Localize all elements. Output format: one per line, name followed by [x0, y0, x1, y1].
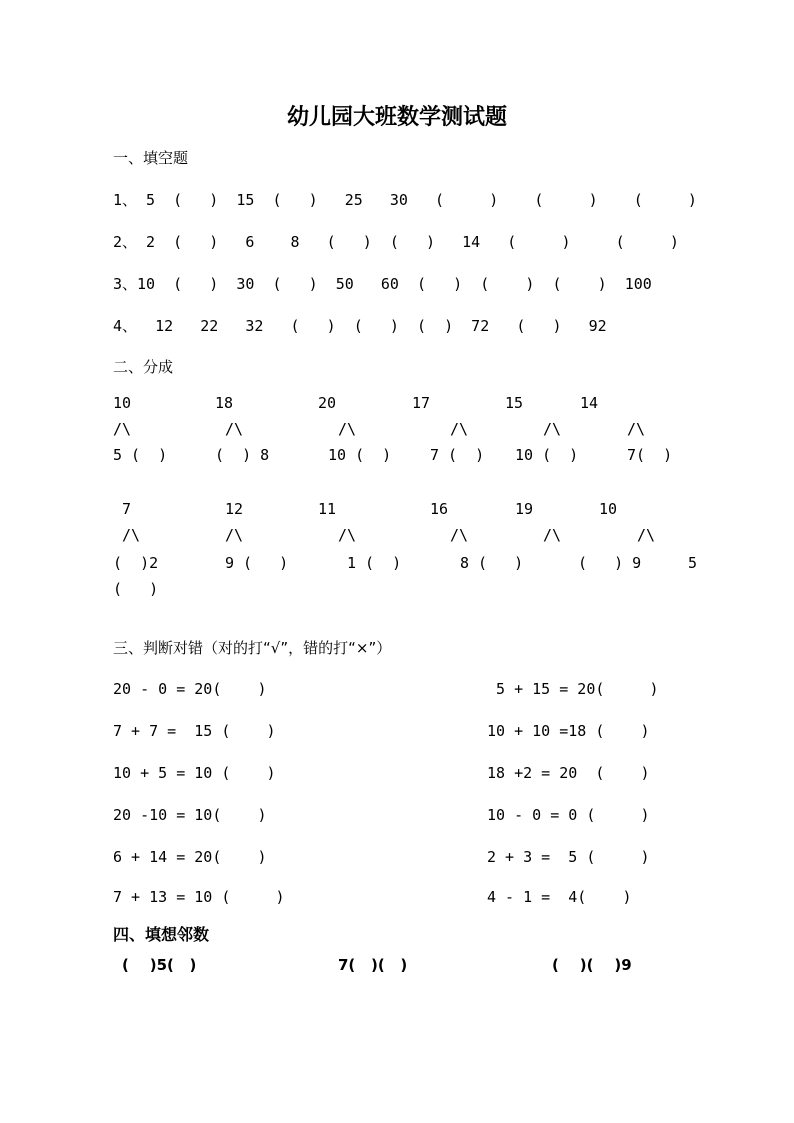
split-branch: /\	[543, 526, 562, 544]
split-top: 17	[412, 394, 431, 412]
fill-row-1: 1、 5 ( ) 15 ( ) 25 30 ( ) ( ) ( )	[113, 191, 697, 209]
split-top: 10	[113, 394, 132, 412]
judge-item: 20 -10 = 10( )	[113, 806, 267, 824]
neighbor-item: ( )( )9	[552, 956, 632, 974]
split-branch: /\	[122, 526, 141, 544]
judge-item: 7 + 13 = 10 ( )	[113, 888, 285, 906]
split-bottom: 7 ( )	[430, 446, 485, 464]
split-top: 12	[225, 500, 244, 518]
split-branch: /\	[225, 420, 244, 438]
split-top: 19	[515, 500, 534, 518]
split-branch: /\	[543, 420, 562, 438]
fill-row-3: 3、10 ( ) 30 ( ) 50 60 ( ) ( ) ( ) 100	[113, 275, 652, 293]
neighbor-item: ( )5( )	[122, 956, 197, 974]
split-bottom: 7( )	[627, 446, 673, 464]
split-branch: /\	[113, 420, 132, 438]
split-branch: /\	[225, 526, 244, 544]
split-bottom: 1 ( )	[347, 554, 402, 572]
split-branch: /\	[637, 526, 656, 544]
split-bottom: 10 ( )	[328, 446, 392, 464]
section-2-heading: 二、分成	[113, 358, 174, 376]
split-top: 20	[318, 394, 337, 412]
split-top: 16	[430, 500, 449, 518]
judge-item: 7 + 7 = 15 ( )	[113, 722, 276, 740]
split-branch: /\	[450, 526, 469, 544]
section-1-heading: 一、填空题	[113, 149, 189, 167]
split-bottom: ( ) 8	[215, 446, 270, 464]
split-branch: /\	[338, 420, 357, 438]
judge-item: 5 + 15 = 20( )	[487, 680, 659, 698]
split-top: 18	[215, 394, 234, 412]
judge-item: 2 + 3 = 5 ( )	[487, 848, 650, 866]
split-bottom: 5 ( )	[113, 446, 168, 464]
split-bottom: ( )2	[113, 554, 159, 572]
split-branch: /\	[627, 420, 646, 438]
split-bottom-overflow: ( )	[113, 580, 159, 598]
judge-item: 18 +2 = 20 ( )	[487, 764, 650, 782]
split-top: 10	[599, 500, 618, 518]
section-3-heading: 三、判断对错（对的打“√”，错的打“×”）	[113, 639, 392, 657]
page-title: 幼儿园大班数学测试题	[286, 104, 507, 130]
section-4-heading: 四、填想邻数	[113, 925, 210, 944]
split-top: 14	[580, 394, 599, 412]
split-top: 11	[318, 500, 337, 518]
split-bottom: 9 ( )	[225, 554, 289, 572]
split-branch: /\	[338, 526, 357, 544]
judge-item: 10 - 0 = 0 ( )	[487, 806, 650, 824]
judge-item: 10 + 5 = 10 ( )	[113, 764, 276, 782]
neighbor-item: 7( )( )	[338, 956, 408, 974]
split-top: 7	[122, 500, 132, 518]
fill-row-2: 2、 2 ( ) 6 8 ( ) ( ) 14 ( ) ( )	[113, 233, 679, 251]
split-bottom: 10 ( )	[515, 446, 579, 464]
judge-item: 20 - 0 = 20( )	[113, 680, 267, 698]
judge-item: 6 + 14 = 20( )	[113, 848, 267, 866]
split-bottom: 5	[688, 554, 698, 572]
split-branch: /\	[450, 420, 469, 438]
split-bottom: 8 ( )	[460, 554, 524, 572]
split-bottom: ( ) 9	[578, 554, 642, 572]
split-top: 15	[505, 394, 524, 412]
judge-item: 4 - 1 = 4( )	[487, 888, 632, 906]
judge-item: 10 + 10 =18 ( )	[487, 722, 650, 740]
fill-row-4: 4、 12 22 32 ( ) ( ) ( ) 72 ( ) 92	[113, 317, 607, 335]
